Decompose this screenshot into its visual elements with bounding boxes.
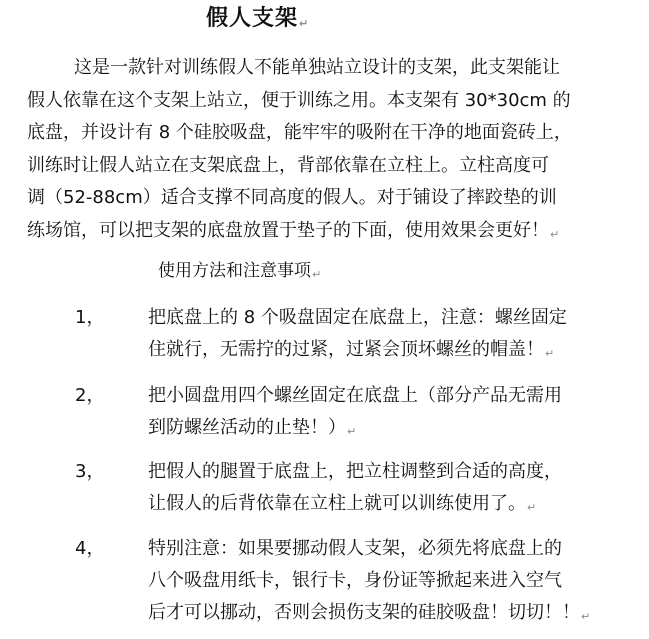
paragraph-mark-icon: ↵ [312,268,322,281]
section-subtitle [158,256,321,290]
paragraph-mark-icon: ↵ [347,425,357,438]
list-item-line-last [148,334,618,366]
list-item-line-last [148,412,618,444]
list-item-line-text: 住就行，无需拧的过紧，过紧会顶坏螺丝的帽盖！ [148,339,544,360]
list-item-number: 4， [75,538,105,559]
list-item-line-last [148,488,618,520]
list-item-line: 把小圆盘用四个螺丝固定在底盘上（部分产品无需用 [148,385,562,406]
list-item-line-text: 让假人的后背依靠在立柱上就可以训练使用了。 [148,493,526,514]
document-title-text: 假人支架 [206,6,299,31]
list-item-number: 2， [75,385,105,406]
list-item-number: 3， [75,461,105,482]
list-item-line: 八个吸盘用纸卡，银行卡，身份证等掀起来进入空气 [148,570,562,591]
document-title [206,4,309,39]
list-item-line: 把底盘上的 8 个吸盘固定在底盘上，注意：螺丝固定 [148,307,567,328]
list-item-line-last [148,597,618,629]
list-item-text [148,533,618,629]
intro-line-text: 练场馆，可以把支架的底盘放置于垫子的下面，使用效果会更好！ [27,219,549,241]
paragraph-mark-icon: ↵ [527,501,537,514]
section-subtitle-text: 使用方法和注意事项 [158,261,311,281]
intro-line: 这是一款针对训练假人不能单独站立设计的支架，此支架能让 [74,57,560,78]
intro-line: 调（52-88cm）适合支撑不同高度的假人。对于铺设了摔跤垫的训 [27,187,557,209]
paragraph-mark-icon: ↵ [581,610,591,623]
intro-line-last [27,215,627,248]
list-item-line: 把假人的腿置于底盘上，把立柱调整到合适的高度， [148,461,562,482]
paragraph-mark-icon: ↵ [299,17,310,30]
intro-line: 训练时让假人站立在支架底盘上，背部依靠在立柱上。立柱高度可 [27,154,549,176]
paragraph-mark-icon: ↵ [550,227,560,241]
intro-paragraph [27,52,627,248]
intro-line: 假人依靠在这个支架上站立，便于训练之用。本支架有 30*30cm 的 [27,89,571,111]
paragraph-mark-icon: ↵ [545,347,555,360]
list-item-text [148,456,618,520]
list-item-text [148,380,618,444]
intro-line: 底盘，并设计有 8 个硅胶吸盘，能牢牢的吸附在干净的地面瓷砖上， [27,122,572,144]
list-item-line: 特别注意：如果要挪动假人支架，必须先将底盘上的 [148,538,562,559]
list-item-line-text: 到防螺丝活动的止垫！） [148,417,346,438]
list-item-text [148,302,618,366]
list-item-line-text: 后才可以挪动，否则会损伤支架的硅胶吸盘！切切！！ [148,602,580,623]
list-item-number: 1， [75,307,105,328]
